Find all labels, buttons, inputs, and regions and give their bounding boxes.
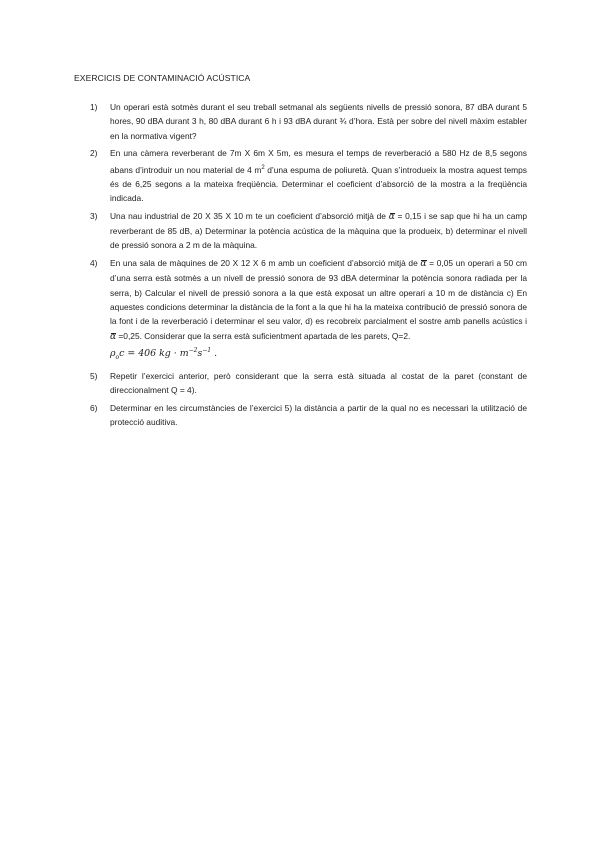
exercise-1 xyxy=(90,100,527,143)
exercise-text-part: = 0,15 i se sap que hi ha un camp reverberant de 85 dB, a) Determinar la potència acústica de la màquina que la produeix, b) determinar el nivell de pressió sonora a 2 m de la màquina. xyxy=(110,210,527,251)
exercise-text-part: Repetir l’exercici anterior, però considerant que la serra està situada al costat de la paret (constant de direccionalment Q xyxy=(110,370,527,396)
alpha-bar-symbol: α xyxy=(388,211,395,222)
page-title: EXERCICIS DE CONTAMINACIÓ ACÚSTICA xyxy=(74,73,251,83)
exercise-text: Un operari està sotmès durant el seu treball setmanal als següents nivells de pressió sonora, 87 dBA durant 5 hores, 90 dBA durant 3 h, 80 dBA durant 6 h i 93 dBA durant ¾ d’hora. Està per sobre del nivell màxim establer en la normativa vigent? xyxy=(110,102,527,141)
exercise-text-part: = 0,05 un operari a 50 cm d’una serra està sotmès a un nivell de pressió sonora de 93 dBA determinar la potència sonora radiada per la serra, b) Calcular el nivell de pressió sonora a la que està exposat un altre operari a 10 m de distància c) En aquestes condicions determinar la distància de la font a la que hi ha la mateixa contribució de pressió sonora de la font i de la reverberació i determinar el seu valor, d) es recobreix parcialment el sostre amb panells acústics i xyxy=(110,257,527,327)
exercise-text-part: = 4). xyxy=(177,385,197,396)
exercise-text-part: d’una espuma de poliuretà. Quan s’introdueix la mostra aquest temps és de 6,25 segons a la mateixa freqüència. Determinar el coeficient d’absorció de la mostra a la freqüència indicada. xyxy=(110,164,527,204)
alpha-bar-symbol: α xyxy=(110,331,117,342)
exercise-3 xyxy=(90,209,527,253)
exercise-text-part: =0,25. Considerar que la serra està suficientment apartada de les parets, Q=2. xyxy=(116,330,411,341)
alpha-bar-symbol: α xyxy=(420,258,427,269)
exercise-5 xyxy=(90,369,527,398)
exercise-text-part: En una càmera reverberant de 7m X 6m X 5m, es mesura el temps de reverberació a 580 Hz de 8,5 segons abans d’introduir un nou material de 4 m xyxy=(110,148,527,175)
exercise-number: 3) xyxy=(90,210,98,221)
exercise-text-part: Una nau industrial de 20 X 35 X 10 m te un coeficient d’absorció mitjà de xyxy=(110,210,389,221)
superscript: 2 xyxy=(261,164,265,171)
exercise-text: Determinar en les circumstàncies de l’exercici 5) la distància a partir de la qual no es necessari la utilització de protecció auditiva. xyxy=(110,402,527,427)
exercise-6 xyxy=(90,401,527,430)
exercise-number: 5) xyxy=(90,370,98,381)
exercise-2 xyxy=(90,146,527,205)
exercise-text-part: En una sala de màquines de 20 X 12 X 6 m amb un coeficient d’absorció mitjà de xyxy=(110,257,421,268)
impedance-formula: $\rho_oc = 406$ kg · $m^{-2}s^{-1}$ . xyxy=(110,347,218,362)
exercise-number: 1) xyxy=(90,102,98,112)
exercise-number: 2) xyxy=(90,148,98,159)
exercise-number: 6) xyxy=(90,402,98,413)
exercise-number: 4) xyxy=(90,257,98,268)
exercise-4 xyxy=(90,256,527,366)
exercise-list xyxy=(90,100,527,432)
